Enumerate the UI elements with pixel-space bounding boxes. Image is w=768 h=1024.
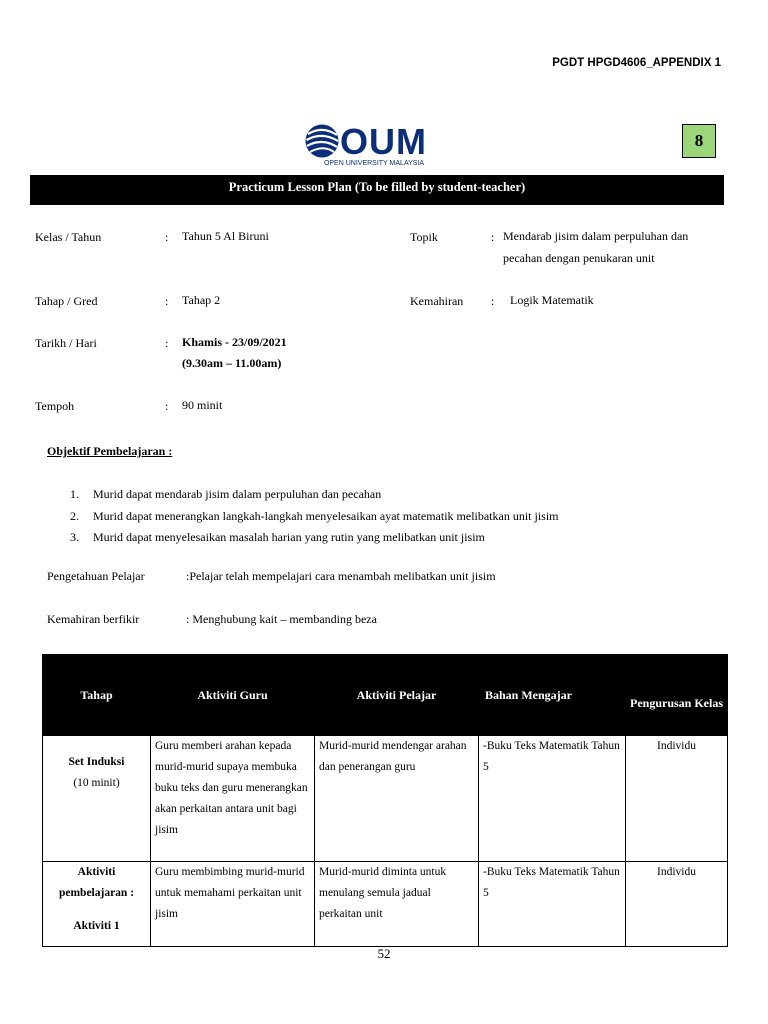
lesson-plan-banner: [30, 175, 724, 205]
header-pengurusan-kelas: Pengurusan Kelas: [626, 655, 728, 736]
tahap-label: Tahap / Gred: [35, 294, 98, 308]
header-aktiviti-guru: Aktiviti Guru: [151, 655, 315, 736]
prior-knowledge-value: :Pelajar telah mempelajari cara menambah melibatkan unit jisim: [186, 569, 496, 583]
objectives-list: [70, 484, 559, 549]
pengurusan-cell: Individu: [626, 736, 728, 862]
header-tahap: Tahap: [43, 655, 151, 736]
logo-wordmark: OUM: [340, 121, 427, 162]
objectives-title: Objektif Pembelajaran :: [47, 444, 173, 458]
kemahiran-colon: :: [491, 294, 495, 308]
tarikh-colon: :: [165, 336, 169, 350]
stage-cell: [43, 736, 151, 862]
pelajar-activity-cell: Murid-murid mendengar arahan dan penerangan guru: [315, 736, 479, 862]
bahan-cell: -Buku Teks Matematik Tahun 5: [479, 862, 626, 947]
kelas-colon: :: [165, 230, 169, 244]
stage-title: Aktiviti pembelajaran :: [58, 866, 135, 899]
prior-knowledge-label: Pengetahuan Pelajar: [47, 569, 145, 583]
tarikh-value-date: Khamis - 23/09/2021: [182, 335, 287, 349]
pengurusan-cell: Individu: [626, 862, 728, 947]
table-row: [43, 736, 728, 862]
kemahiran-value: Logik Matematik: [510, 293, 594, 307]
tempoh-value: 90 minit: [182, 398, 223, 412]
topik-label: Topik: [410, 230, 438, 244]
tahap-value: Tahap 2: [182, 293, 221, 307]
tahap-colon: :: [165, 294, 169, 308]
stage-duration: (10 minit): [73, 777, 120, 789]
oum-globe-icon: [304, 123, 340, 159]
pelajar-activity-cell: Murid-murid diminta untuk menulang semula jadual perkaitan unit: [315, 862, 479, 947]
page-number: 52: [377, 946, 391, 961]
objective-item: 1. Murid dapat mendarab jisim dalam perpuluhan dan pecahan: [70, 487, 382, 501]
lesson-plan-table: [42, 654, 728, 947]
header-aktiviti-pelajar: Aktiviti Pelajar: [315, 655, 479, 736]
guru-activity-cell: Guru memberi arahan kepada murid-murid supaya membuka buku teks dan guru menerangkan akan perkaitan antara unit bagi jisim: [151, 736, 315, 862]
document-code: PGDT HPGD4606_APPENDIX 1: [552, 57, 721, 69]
objective-item: 2. Murid dapat menerangkan langkah-langkah menyelesaikan ayat matematik melibatkan unit jisim: [70, 508, 559, 523]
tarikh-value-time: (9.30am – 11.00am): [182, 356, 282, 370]
topik-value-line1: Mendarab jisim dalam perpuluhan dan: [503, 229, 689, 243]
header-bahan-mengajar: Bahan Mengajar: [479, 655, 626, 736]
banner-title: Practicum Lesson Plan (To be filled by student-teacher): [228, 179, 526, 194]
tarikh-label: Tarikh / Hari: [35, 336, 97, 350]
thinking-skill-value: : Menghubung kait – membanding beza: [186, 612, 377, 626]
logo-subtitle: OPEN UNIVERSITY MALAYSIA: [323, 160, 425, 167]
table-header-row: [43, 655, 728, 736]
kelas-value: Tahun 5 Al Biruni: [182, 229, 269, 243]
stage-title: Set Induksi: [68, 756, 125, 768]
topik-value-line2: pecahan dengan penukaran unit: [503, 251, 655, 265]
stage-cell: [43, 862, 151, 947]
thinking-skill-label: Kemahiran berfikir: [47, 612, 140, 626]
kemahiran-label: Kemahiran: [410, 294, 464, 308]
stage-activity: Aktiviti 1: [73, 920, 120, 932]
objective-item: 3. Murid dapat menyelesaikan masalah harian yang rutin yang melibatkan unit jisim: [70, 530, 485, 544]
topik-colon: :: [491, 230, 495, 244]
tempoh-label: Tempoh: [35, 399, 75, 413]
guru-activity-cell: Guru membimbing murid-murid untuk memahami perkaitan unit jisim: [151, 862, 315, 947]
table-row: [43, 862, 728, 947]
kelas-label: Kelas / Tahun: [35, 230, 102, 244]
bahan-cell: -Buku Teks Matematik Tahun 5: [479, 736, 626, 862]
page-badge: 8: [682, 124, 716, 158]
tempoh-colon: :: [165, 399, 169, 413]
oum-logo: [304, 123, 444, 177]
